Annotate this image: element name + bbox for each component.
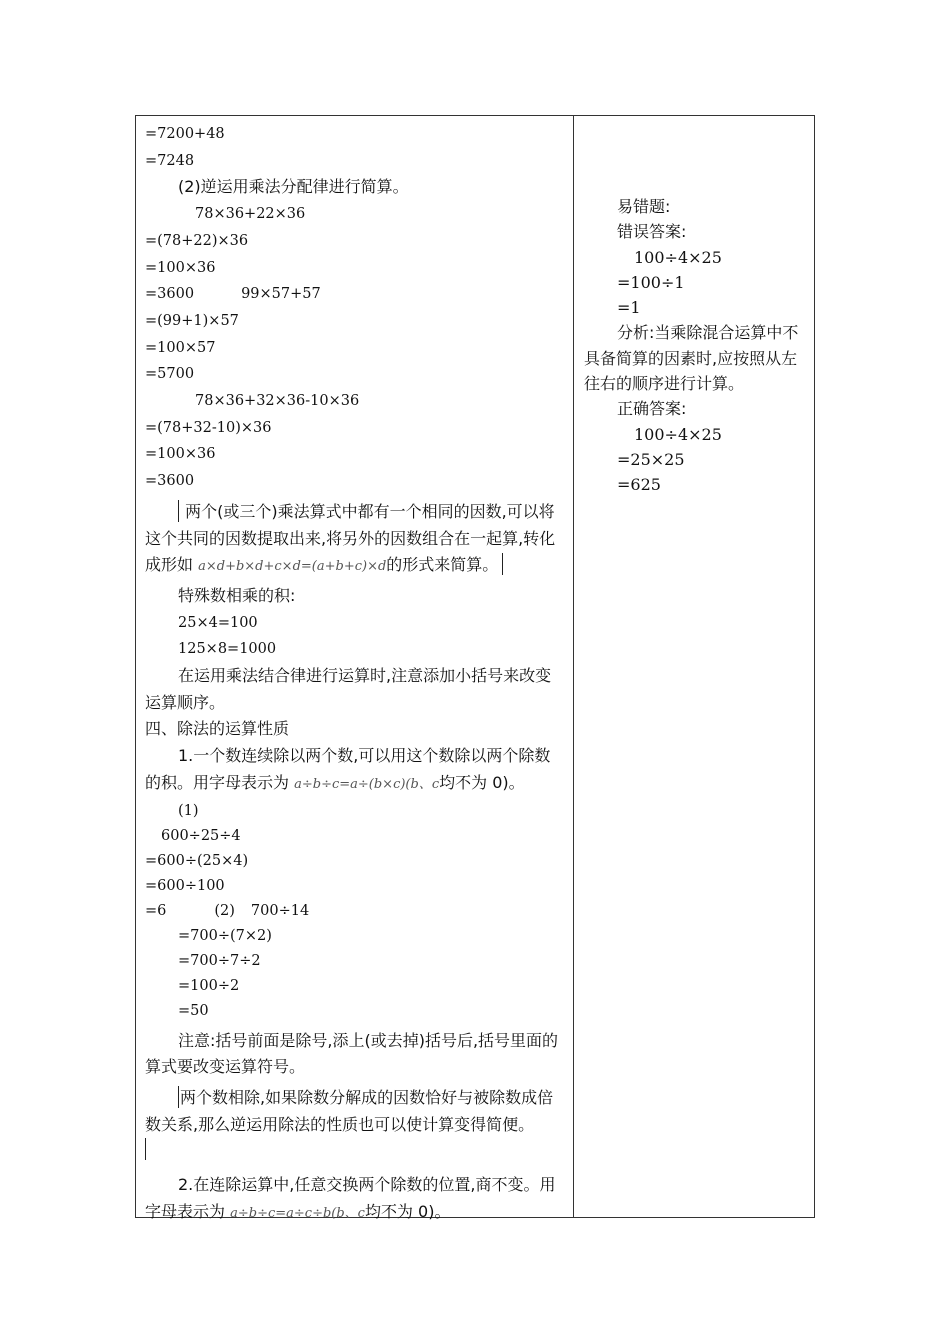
step-line: =625 bbox=[617, 475, 661, 495]
example-label: (2) bbox=[214, 902, 235, 919]
wrong-answer-label: 错误答案: bbox=[617, 222, 687, 242]
expression: 100÷4×25 bbox=[634, 247, 722, 267]
column-divider bbox=[573, 116, 574, 1217]
step-line: =700÷7÷2 bbox=[178, 952, 261, 969]
right-column bbox=[584, 194, 809, 498]
expression: 100÷4×25 bbox=[634, 424, 722, 444]
subheading: (2)逆运用乘法分配律进行简算。 bbox=[178, 177, 409, 197]
step-line: =600÷100 bbox=[145, 877, 225, 894]
example-label: (1) bbox=[178, 802, 199, 819]
expression: 700÷14 bbox=[250, 902, 310, 919]
paragraph-distributive bbox=[145, 499, 565, 581]
cursor-mark bbox=[145, 1138, 146, 1160]
side-title: 易错题: bbox=[617, 197, 671, 216]
paragraph-tail: 均不为 0)。 bbox=[364, 1202, 451, 1222]
correct-answer-label: 正确答案: bbox=[617, 399, 687, 419]
step-line: =(99+1)×57 bbox=[145, 312, 239, 329]
paragraph-note: 在运用乘法结合律进行运算时,注意添加小括号来改变运算顺序。 bbox=[145, 666, 552, 712]
expression: 125×8=1000 bbox=[178, 641, 277, 658]
paragraph-text: 1.一个数连续除以两个数,可以用这个数除以两个除数的积。用字母表示为 bbox=[145, 746, 551, 792]
analysis-text: 分析:当乘除混合运算中不具备简算的因素时,应按照从左往右的顺序进行计算。 bbox=[584, 323, 799, 394]
step-line: =600÷(25×4) bbox=[145, 852, 249, 869]
expression: 99×57+57 bbox=[241, 286, 321, 303]
step-line: =3600 bbox=[145, 473, 195, 490]
step-line: =50 bbox=[178, 1002, 209, 1019]
paragraph-tail: 的形式来简算。 bbox=[386, 555, 503, 574]
paragraph-text: 两个(或三个)乘法算式中都有一个相同的因数,可以将这个共同的因数提取出来,将另外的因数组合在一起算,转化成形如 bbox=[145, 501, 556, 575]
expression: 78×36+32×36-10×36 bbox=[195, 393, 360, 410]
subheading: 特殊数相乘的积: bbox=[178, 585, 296, 605]
step-line: =7200+48 bbox=[145, 126, 225, 142]
paragraph-tail: 均不为 0)。 bbox=[439, 772, 525, 792]
left-column bbox=[145, 121, 565, 1228]
step-line: =(78+32-10)×36 bbox=[145, 419, 272, 436]
expression: 600÷25÷4 bbox=[161, 827, 241, 844]
step-line: =7248 bbox=[145, 152, 195, 169]
step-line: =(78+22)×36 bbox=[145, 232, 249, 249]
paragraph-caution: 注意:括号前面是除号,添上(或去掉)括号后,括号里面的算式要改变运算符号。 bbox=[145, 1030, 559, 1077]
step-line: =1 bbox=[617, 298, 641, 318]
step-line bbox=[145, 899, 565, 924]
paragraph-tip: 两个数相除,如果除数分解成的因数恰好与被除数成倍数关系,那么逆运用除法的性质也可以使计算变得简便。 bbox=[145, 1085, 565, 1138]
step-line: =25×25 bbox=[617, 449, 685, 469]
step-line: =100×36 bbox=[145, 446, 216, 463]
step-result: =3600 bbox=[145, 286, 195, 303]
step-line: =700÷(7×2) bbox=[178, 927, 272, 944]
step-result: =6 bbox=[145, 902, 167, 919]
step-line bbox=[145, 281, 565, 308]
formula: a÷b÷c=a÷c÷b(b、c bbox=[230, 1206, 365, 1222]
formula: a÷b÷c=a÷(b×c)(b、c bbox=[294, 776, 440, 792]
formula: a×d+b×d+c×d=(a+b+c)×d bbox=[198, 559, 387, 575]
expression: 25×4=100 bbox=[178, 614, 258, 631]
section-heading: 四、除法的运算性质 bbox=[145, 719, 290, 739]
paragraph-text: 2.在连除运算中,任意交换两个除数的位置,商不变。用字母表示为 bbox=[145, 1175, 556, 1222]
content-table bbox=[135, 115, 815, 1222]
step-line: =5700 bbox=[145, 366, 195, 383]
paragraph-division-swap bbox=[145, 1172, 565, 1227]
expression: 78×36+22×36 bbox=[195, 206, 306, 223]
step-line: =100×36 bbox=[145, 259, 216, 276]
step-line: =100÷1 bbox=[617, 272, 685, 292]
step-line: =100×57 bbox=[145, 339, 216, 356]
paragraph-division-rule bbox=[145, 743, 565, 798]
step-line: =100÷2 bbox=[178, 977, 240, 994]
